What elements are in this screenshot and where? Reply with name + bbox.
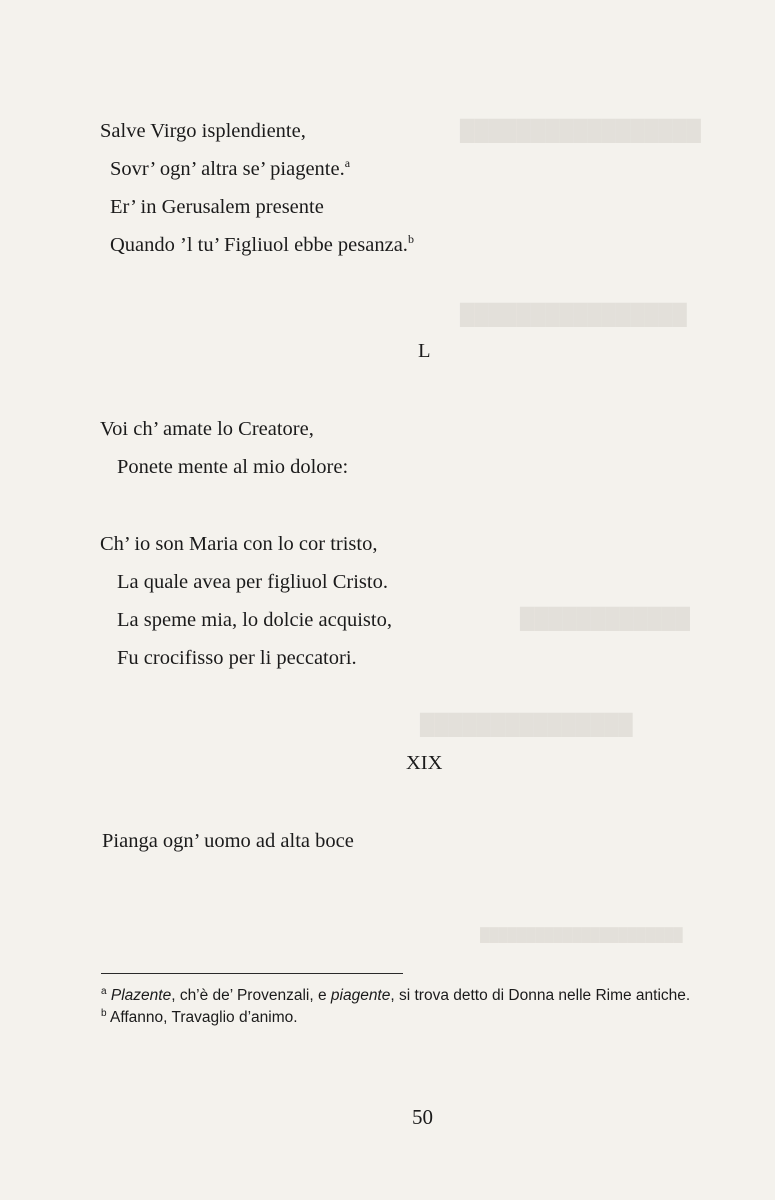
verse-line: La speme mia, lo dolcie acquisto, <box>117 609 392 631</box>
footnote-text: , si trova detto di Donna nelle Rime antiche. <box>390 987 691 1004</box>
verse-line <box>100 150 414 188</box>
verse-text: Sovr’ ogn’ altra se’ piagente. <box>110 158 345 180</box>
stanza-voi-ch-amate <box>100 410 348 486</box>
footnote-ref[interactable]: b <box>407 232 414 246</box>
show-through-shade: ██████████████████████ <box>480 927 683 942</box>
page-number: 50 <box>412 1105 433 1129</box>
footnote-term: Plazente <box>110 987 172 1004</box>
footnote-divider <box>101 973 403 974</box>
verse-line: Fu crocifisso per li peccatori. <box>117 647 357 669</box>
section-heading-XIX: XIX <box>406 752 443 774</box>
verse-line: Pianga ogn’ uomo ad alta boce <box>102 830 354 852</box>
stanza-salve-virgo <box>100 112 414 264</box>
verse-line <box>100 226 414 264</box>
verse-line: Ch’ io son Maria con lo cor tristo, <box>100 533 378 555</box>
footnotes <box>101 985 701 1029</box>
footnote-ref[interactable]: a <box>344 156 351 170</box>
show-through-shade: █████████████████ <box>460 120 701 142</box>
verse-line <box>100 188 414 226</box>
stanza-pianga <box>102 822 354 860</box>
stanza-ch-io-son-maria <box>100 525 392 677</box>
footnote-text: , ch’è de’ Provenzali, e <box>171 987 331 1004</box>
verse-line <box>100 112 414 150</box>
footnote-a <box>101 985 701 1007</box>
section-heading-L: L <box>418 340 431 362</box>
show-through-shade: ████████████████ <box>460 304 687 326</box>
verse-text: Er’ in Gerusalem presente <box>110 196 324 218</box>
footnote-b <box>101 1007 701 1029</box>
verse-line: La quale avea per figliuol Cristo. <box>117 571 388 593</box>
verse-text: Quando ’l tu’ Figliuol ebbe pesanza. <box>110 234 408 256</box>
show-through-shade: ████████████ <box>520 608 691 630</box>
footnote-text: Affanno, Travaglio d’animo. <box>110 1009 298 1026</box>
verse-line: Voi ch’ amate lo Creatore, <box>100 418 314 440</box>
footnote-mark: b <box>101 1008 107 1019</box>
footnote-mark: a <box>101 986 107 997</box>
verse-line: Ponete mente al mio dolore: <box>117 456 349 478</box>
show-through-shade: ███████████████ <box>420 714 633 736</box>
verse-text: Salve Virgo isplendiente, <box>100 120 306 142</box>
footnote-term: piagente <box>330 987 391 1004</box>
